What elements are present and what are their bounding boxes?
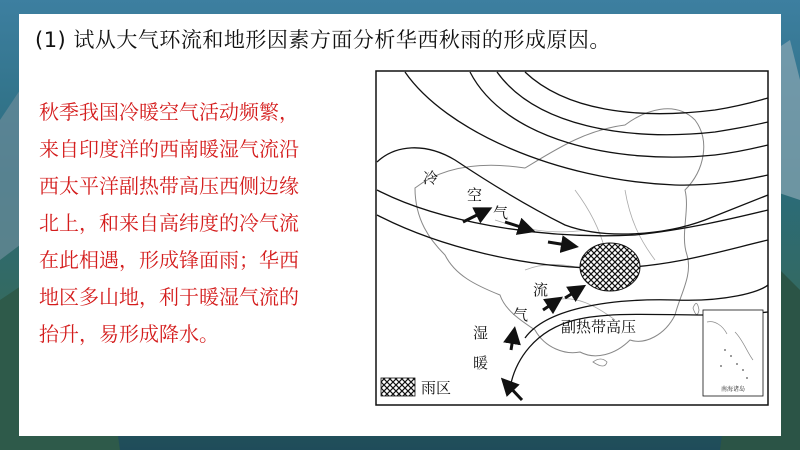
answer-line: 北上，和来自高纬度的冷气流	[39, 211, 299, 235]
answer-text	[39, 94, 349, 353]
subtropical-high-label: 副热带高压	[561, 318, 637, 336]
slide	[19, 14, 781, 436]
rain-area	[580, 243, 640, 291]
cold-air-char: 空	[467, 186, 483, 204]
question-text: (1) 试从大气环流和地形因素方面分析华西秋雨的形成原因。	[35, 28, 611, 52]
answer-line: 地区多山地，利于暖湿气流的	[39, 285, 299, 309]
answer-line: 在此相遇，形成锋面雨；华西	[39, 248, 299, 272]
warm-air-char: 暖	[473, 354, 489, 372]
answer-line: 抬升，易形成降水。	[39, 322, 219, 346]
answer-line: 西太平洋副热带高压西侧边缘	[39, 174, 299, 198]
cold-air-char: 气	[493, 204, 509, 222]
flow-char: 气	[513, 306, 529, 324]
legend-label: 雨区	[421, 379, 452, 397]
answer-line: 秋季我国冷暖空气活动频繁，	[39, 100, 299, 124]
inset-frame	[703, 310, 763, 396]
cold-air-char: 冷	[423, 169, 439, 187]
inset-label: 南海诸岛	[721, 386, 746, 393]
legend-swatch	[381, 378, 415, 396]
flow-char: 流	[533, 281, 549, 299]
answer-line: 来自印度洋的西南暖湿气流沿	[39, 137, 299, 161]
warm-air-char: 湿	[473, 324, 489, 342]
china-rain-map	[375, 70, 769, 406]
